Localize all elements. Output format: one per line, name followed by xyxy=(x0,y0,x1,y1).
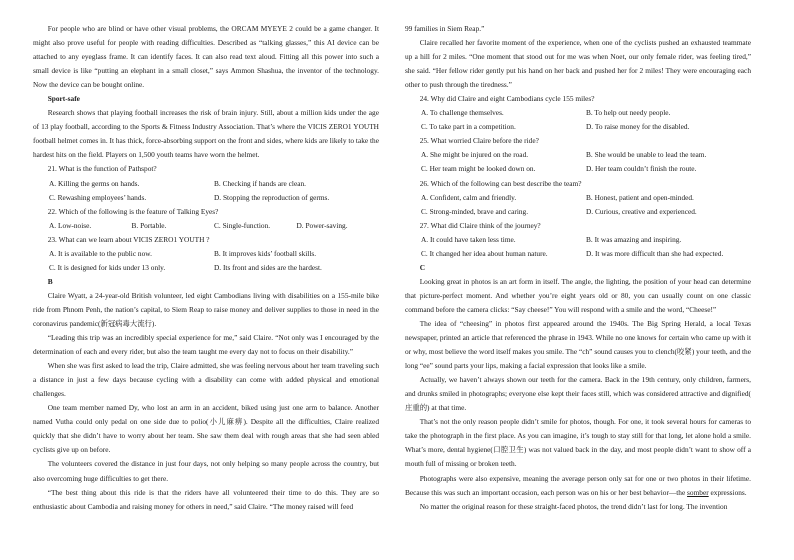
option: C. It is designed for kids under 13 only. xyxy=(49,262,166,272)
question-21-options xyxy=(33,177,379,205)
question-22-options xyxy=(33,219,379,233)
question-22: 22. Which of the following is the feature of Talking Eyes? xyxy=(47,206,219,216)
passage-b-paragraph: 99 families in Siem Reap.” xyxy=(405,24,485,33)
passage-b-paragraph: One team member named Dy, who lost an arm in an accident, biked using just one arm to balance. Another named Vutha could only pedal on one side due to polio(小儿麻痹). Despite all the difficulties, Claire realized quickly that she didn’t have to worry about her team. She saw them deal with rough areas that she had seen abled cyclists give up on before. xyxy=(33,403,379,455)
section-b-heading: B xyxy=(47,276,53,286)
option: A. To challenge themselves. xyxy=(421,108,504,118)
option: D. Her team couldn’t finish the route. xyxy=(586,164,697,174)
option: B. It improves kids’ football skills. xyxy=(214,248,317,258)
option: C. Strong-minded, brave and caring. xyxy=(421,206,529,216)
option: A. Killing the germs on hands. xyxy=(49,178,140,188)
option: D. Curious, creative and experienced. xyxy=(586,206,697,216)
option: D. Stopping the reproduction of germs. xyxy=(214,192,330,202)
right-column xyxy=(405,22,751,514)
question-24-options xyxy=(405,106,751,134)
question-27-options xyxy=(405,233,751,261)
question-26-options xyxy=(405,191,751,219)
underlined-word: somber xyxy=(687,487,709,497)
question-27: 27. What did Claire think of the journey? xyxy=(419,220,541,230)
option: B. Checking if hands are clean. xyxy=(214,178,306,188)
passage-c-paragraph xyxy=(405,472,751,500)
question-25: 25. What worried Claire before the ride? xyxy=(419,136,539,146)
text-run: expressions. xyxy=(708,487,747,497)
question-23: 23. What can we learn about VICIS ZERO1 YOUTH ? xyxy=(47,234,210,244)
option: A. Low-noise. xyxy=(49,220,92,230)
question-21: 21. What is the function of Pathspot? xyxy=(47,164,157,174)
question-24: 24. Why did Claire and eight Cambodians cycle 155 miles? xyxy=(419,94,595,104)
option: D. To raise money for the disabled. xyxy=(586,122,690,132)
option: D. Its front and sides are the hardest. xyxy=(214,262,322,272)
option: A. She might be injured on the road. xyxy=(421,150,529,160)
passage-b-paragraph: The volunteers covered the distance in just four days, not only helping so many people across the country, but also overcoming huge difficulties to get there. xyxy=(33,459,379,483)
option: B. Honest, patient and open-minded. xyxy=(586,192,694,202)
passage-c-paragraph: Actually, we haven’t always shown our teeth for the camera. Back in the 19th century, only children, farmers, and drunks smiled in photographs; everyone else kept their faces still, which was considered attractive and dignified( 庄重的) at that time. xyxy=(405,375,751,413)
option: C. It changed her idea about human nature. xyxy=(421,248,548,258)
question-23-options xyxy=(33,247,379,275)
option: D. It was more difficult than she had expected. xyxy=(586,248,724,258)
option: C. Her team might be looked down on. xyxy=(421,164,536,174)
passage-b-paragraph: “The best thing about this ride is that the riders have all volunteered their time to do this. They are so enthusiastic about Cambodia and raising money for others in need,” said Claire. “The money raised will feed xyxy=(33,487,379,511)
option: A. Confident, calm and friendly. xyxy=(421,192,517,202)
option: B. It was amazing and inspiring. xyxy=(586,234,682,244)
question-26: 26. Which of the following can best describe the team? xyxy=(419,178,582,188)
sport-safe-heading: Sport-safe xyxy=(47,94,80,104)
text-run: Photographs were also expensive, meaning the average person only sat for one or two photos in their lifetime. Because this was such an important occasion, each person was on his or her best behavior—the xyxy=(405,473,751,497)
passage-b-paragraph: Claire Wyatt, a 24-year-old British volunteer, led eight Cambodians living with disabilities on a 155-mile bike ride from Phnom Penh, the nation’s capital, to Siem Reap to raise money and deliver supplies to those in need in the coronavirus pandemic(新冠病毒大流行). xyxy=(33,290,379,328)
option: A. It could have taken less time. xyxy=(421,234,516,244)
passage-a-paragraph: Research shows that playing football increases the risk of brain injury. Still, about a million kids under the age of 13 play football, according to the Sports & Fitness Industry Association. That’s where the VICIS ZERO1 YOUTH football helmet comes in. It has thick, force-absorbing support on the front and sides, where kids are likely to take the hardest hits on the field. Players on 1,500 youth teams have worn the helmet. xyxy=(33,108,379,160)
option: C. Rewashing employees’ hands. xyxy=(49,192,147,202)
passage-c-paragraph: No matter the original reason for these straight-faced photos, the trend didn’t last for long. The invention xyxy=(419,501,728,511)
option: C. Single-function. xyxy=(214,220,271,230)
question-25-options xyxy=(405,148,751,176)
option: B. To help out needy people. xyxy=(586,108,671,118)
passage-a-paragraph: For people who are blind or have other visual problems, the ORCAM MYEYE 2 could be a game changer. It might also prove useful for people with reading difficulties. Described as “talking glasses,” this AI device can be attached to any eyeglass frame. It can identify faces. It can also read text aloud. Fitting all this power into such a small device is like “putting an elephant in a small closet,” says Ammon Shashua, the inventor of the technology. Now the device can be bought online. xyxy=(33,24,379,90)
passage-c-paragraph: The idea of “cheesing” in photos first appeared around the 1940s. The Big Spring Herald, a local Texas newspaper, printed an article that referenced the phrase in 1943. While no one knows for certain who came up with it or why, most believe the word itself makes you smile. The “ch” sound causes you to clench(咬紧) your teeth, and the long “ee” sound parts your lips, making a facial expression that looks like a smile. xyxy=(405,318,751,371)
passage-b-paragraph: “Leading this trip was an incredibly special experience for me,” said Claire. “Not only was I encouraged by the determination of each and every rider, but also the team taught me every day not to focus on their disability.” xyxy=(33,333,379,357)
option: C. To take part in a competition. xyxy=(421,122,516,132)
option: A. It is available to the public now. xyxy=(49,248,152,258)
option: B. She would be unable to lead the team. xyxy=(586,150,707,160)
section-c-heading: C xyxy=(419,262,425,272)
passage-c-paragraph: That’s not the only reason people didn’t smile for photos, though. For one, it took several hours for cameras to take the photograph in the first place. As you can imagine, it’s tough to stay still for that long, let alone hold a smile. What’s more, dental hygiene(口腔卫生) was not valued back in the day, and most people didn’t want to show off a mouth full of missing or broken teeth. xyxy=(405,417,751,469)
passage-b-paragraph: When she was first asked to lead the trip, Claire admitted, she was feeling nervous about her team traveling such a distance in just a few days because cycling with a disability can come with added physical and emotional challenges. xyxy=(33,361,379,399)
passage-c-paragraph: Looking great in photos is an art form in itself. The angle, the lighting, the position of your head can determine that picture-perfect moment. And whether you’re eight years old or 80, you can usually count on one classic command before the camera clicks: “Say cheese!” You will respond with a smile and the word, “Cheese!” xyxy=(405,276,751,314)
option: D. Power-saving. xyxy=(296,220,348,230)
passage-b-paragraph: Claire recalled her favorite moment of the experience, when one of the cyclists pushed an exhausted teammate up a hill for 2 miles. “One moment that stood out for me was when Noet, our only female rider, was feeling tired,” she said. “Her fellow rider gently put his hand on her back and pushed her for 2 miles! They were encouraging each other to push through the tiredness.” xyxy=(405,38,751,90)
left-column xyxy=(33,22,379,514)
option: B. Portable. xyxy=(131,220,167,230)
